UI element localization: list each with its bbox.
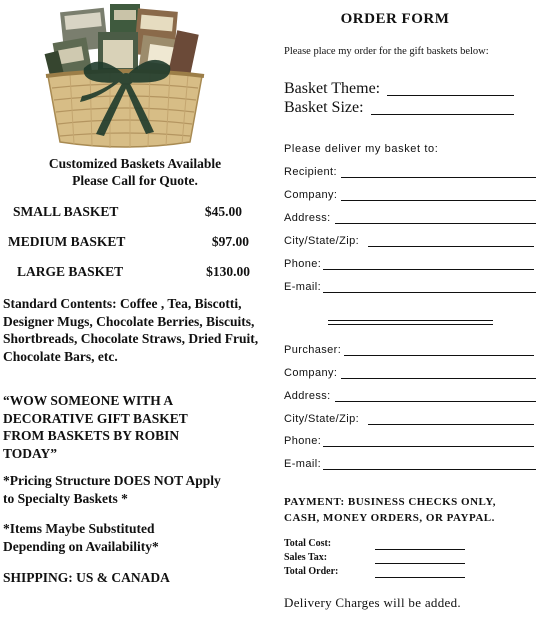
sales-tax-field[interactable]	[375, 563, 465, 564]
recipient-address-field[interactable]	[335, 223, 536, 224]
recipient-field[interactable]	[341, 177, 536, 178]
recipient-address-label: Address:	[284, 212, 331, 224]
pricing-note: *Pricing Structure DOES NOT Apply to Specialty Baskets *	[3, 473, 221, 506]
price-row-medium	[0, 234, 262, 252]
standard-contents: Standard Contents: Coffee , Tea, Biscotti, Designer Mugs, Chocolate Berries, Biscuits, Shortbreads, Chocolate Straws, Dried Fruit, Chocolate Bars, etc.	[3, 296, 259, 364]
total-order-label: Total Order:	[284, 566, 339, 577]
recipient-city-label: City/State/Zip:	[284, 235, 360, 247]
sales-tax-label: Sales Tax:	[284, 552, 328, 563]
recipient-company-label: Company:	[284, 189, 338, 201]
recipient-company-field[interactable]	[341, 200, 536, 201]
recipient-email-field[interactable]	[323, 292, 536, 293]
recipient-city-field[interactable]	[368, 246, 534, 247]
purchaser-city-field[interactable]	[368, 424, 534, 425]
price-row-small	[0, 204, 262, 222]
purchaser-field[interactable]	[344, 355, 534, 356]
purchaser-phone-field[interactable]	[323, 446, 534, 447]
total-order-field[interactable]	[375, 577, 465, 578]
purchaser-city-label: City/State/Zip:	[284, 413, 360, 425]
substitute-note: *Items Maybe Substituted Depending on Availability*	[3, 521, 159, 554]
custom-baskets-heading	[0, 155, 270, 189]
delivery-charges-note: Delivery Charges will be added.	[284, 595, 461, 610]
wow-slogan: “WOW SOMEONE WITH A DECORATIVE GIFT BASKET FROM BASKETS BY ROBIN TODAY”	[3, 393, 188, 461]
price-name: SMALL BASKET	[13, 204, 119, 219]
payment-note	[284, 494, 496, 526]
basket-size-label: Basket Size:	[284, 99, 364, 116]
section-divider	[328, 320, 493, 325]
price-name: MEDIUM BASKET	[8, 234, 126, 249]
purchaser-company-label: Company:	[284, 367, 338, 379]
purchaser-email-field[interactable]	[323, 469, 536, 470]
custom-baskets-line: Customized Baskets Available	[48, 156, 222, 171]
recipient-email-label: E-mail:	[284, 281, 322, 293]
total-cost-label: Total Cost:	[284, 538, 332, 549]
gift-basket-image	[40, 2, 210, 154]
call-for-quote-line: Please Call for Quote.	[72, 173, 198, 188]
payment-line-2: CASH, MONEY ORDERS, OR PAYPAL.	[284, 512, 495, 524]
price-amount: $97.00	[211, 234, 249, 249]
deliver-intro: Please deliver my basket to:	[284, 143, 439, 155]
basket-size-field[interactable]	[371, 114, 514, 115]
payment-line-1: PAYMENT: BUSINESS CHECKS ONLY,	[284, 496, 497, 508]
price-name: LARGE BASKET	[17, 264, 124, 279]
purchaser-label: Purchaser:	[284, 344, 342, 356]
total-cost-field[interactable]	[375, 549, 465, 550]
shipping-note: SHIPPING: US & CANADA	[3, 570, 170, 585]
price-row-large	[0, 264, 262, 282]
purchaser-address-label: Address:	[284, 390, 331, 402]
order-intro: Please place my order for the gift baskets below:	[284, 46, 489, 57]
recipient-phone-label: Phone:	[284, 258, 322, 270]
purchaser-address-field[interactable]	[335, 401, 536, 402]
price-amount: $45.00	[204, 204, 242, 219]
purchaser-phone-label: Phone:	[284, 435, 322, 447]
purchaser-company-field[interactable]	[341, 378, 536, 379]
basket-theme-label: Basket Theme:	[284, 80, 381, 97]
recipient-phone-field[interactable]	[323, 269, 534, 270]
recipient-label: Recipient:	[284, 166, 337, 178]
price-amount: $130.00	[206, 264, 250, 279]
order-form-title: ORDER FORM	[340, 11, 450, 27]
purchaser-email-label: E-mail:	[284, 458, 322, 470]
basket-theme-field[interactable]	[387, 95, 514, 96]
